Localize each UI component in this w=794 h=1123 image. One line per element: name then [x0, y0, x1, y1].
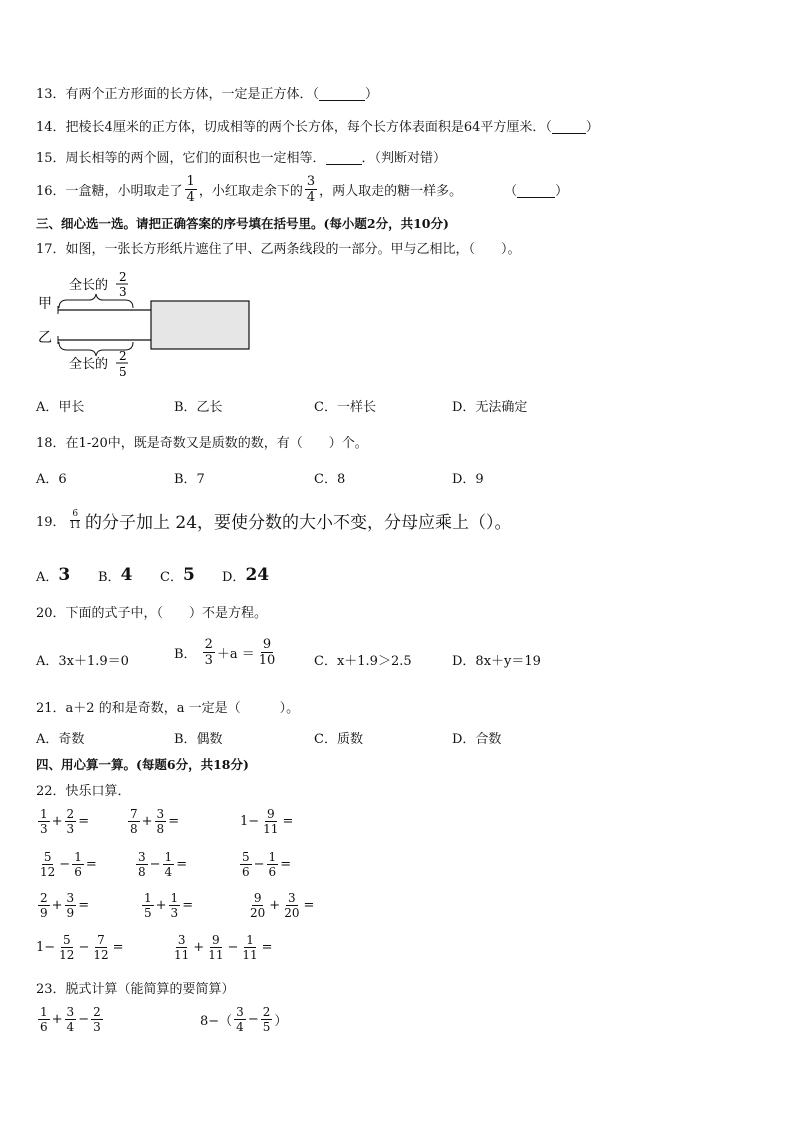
option-a[interactable]: A．6 [36, 472, 67, 487]
question-13-text: 13．有两个正方形面的长方体，一定是正方体．（ [36, 87, 320, 102]
question-13 [36, 83, 378, 102]
option-b[interactable]: B． 4 [98, 565, 133, 585]
option-d[interactable]: D．合数 [452, 732, 502, 747]
top-fraction-den: 3 [119, 285, 127, 299]
calc-item: $\frac{3}{8}$ − $\frac{1}{4}$ = [138, 850, 188, 879]
calc-item: $\frac{5}{6}$ − $\frac{1}{6}$ = [242, 850, 292, 879]
question-19-text: 的分子加上 24，要使分数的大小不变，分母应乘上（）。 [85, 513, 512, 533]
fraction: $\frac{3}{4}$ [306, 174, 316, 205]
option-d[interactable]: D．8x＋y＝19 [452, 654, 541, 669]
fraction: $\frac{6}{11}$ [69, 509, 81, 531]
question-21-text: 21．a＋2 的和是奇数，a 一定是（ ）。 [36, 701, 300, 716]
option-a[interactable]: A．3x＋1.9＝0 [36, 654, 129, 669]
paren-open: （ [504, 184, 518, 199]
question-number: 19． [36, 515, 66, 530]
calc-item: $\frac{2}{9}$ + $\frac{3}{9}$ = [40, 891, 90, 920]
paren-close: ） [585, 120, 599, 135]
question-14 [36, 116, 599, 135]
option-b[interactable]: B． $\frac{2}{3}$ ＋a ＝ $\frac{9}{10}$ [174, 637, 276, 668]
option-d[interactable]: D．9 [452, 472, 484, 487]
paren-close: ） [365, 87, 379, 102]
option-c[interactable]: C．8 [314, 472, 346, 487]
option-d[interactable]: D．无法确定 [452, 400, 528, 415]
question-15 [36, 147, 446, 166]
calc-item: $\frac{3}{11}$ + $\frac{9}{11}$ − $\frac{1}{11}$ = [174, 933, 273, 962]
bottom-fraction-num: 2 [119, 349, 127, 363]
question-19 [36, 508, 512, 533]
calc-item: $\frac{5}{12}$ − $\frac{1}{6}$ = [40, 850, 97, 879]
calc-item: 1− $\frac{5}{12}$ − $\frac{7}{12}$ = [36, 933, 124, 962]
question-15-text: 15．周长相等的两个圆，它们的面积也一定相等． [36, 151, 326, 166]
calc-item: 1− $\frac{9}{11}$ = [240, 807, 294, 836]
question-22-text: 22．快乐口算． [36, 784, 131, 799]
option-b[interactable]: B．偶数 [174, 732, 223, 747]
answer-blank[interactable] [552, 118, 586, 134]
question-16-text: ，两人取走的糖一样多。 [319, 184, 463, 199]
answer-blank[interactable] [326, 149, 362, 165]
answer-blank[interactable] [319, 85, 365, 101]
question-14-text: 14．把棱长4厘米的正方体，切成相等的两个长方体，每个长方体表面积是64平方厘米．（ [36, 120, 552, 135]
calc-item: 8−（ $\frac{3}{4}$ − $\frac{2}{5}$ ） [200, 1005, 288, 1034]
option-c[interactable]: C．x＋1.9＞2.5 [314, 654, 412, 669]
calc-item: $\frac{1}{3}$ + $\frac{2}{3}$ = [40, 807, 90, 836]
question-23-text: 23．脱式计算（能简算的要简算） [36, 982, 235, 997]
option-b[interactable]: B．7 [174, 472, 205, 487]
label-jia: 甲 [38, 296, 52, 312]
question-20-text: 20．下面的式子中，（ ）不是方程。 [36, 606, 268, 621]
bottom-caption: 全长的 [69, 357, 109, 372]
calc-item: $\frac{1}{5}$ + $\frac{1}{3}$ = [144, 891, 194, 920]
question-16-text: 16．一盒糖，小明取走了 [36, 184, 183, 199]
question-17-text: 17．如图，一张长方形纸片遮住了甲、乙两条线段的一部分。甲与乙相比，（ ）。 [36, 242, 521, 257]
section-4-heading: 四、用心算一算。(每题6分，共18分) [36, 757, 249, 772]
top-fraction-num: 2 [119, 270, 127, 284]
paper-rectangle [151, 301, 249, 349]
bottom-fraction-den: 5 [119, 365, 127, 379]
option-a[interactable]: A．甲长 [36, 400, 85, 415]
calc-item: $\frac{9}{20}$ + $\frac{3}{20}$ = [250, 891, 315, 920]
option-b[interactable]: B．乙长 [174, 400, 223, 415]
section-3-heading: 三、细心选一选。请把正确答案的序号填在括号里。(每小题2分，共10分) [36, 216, 449, 231]
option-c[interactable]: C．一样长 [314, 400, 376, 415]
question-18-text: 18．在1-20中，既是奇数又是质数的数，有（ ）个。 [36, 436, 368, 451]
label-yi: 乙 [38, 330, 52, 346]
paren-close: ） [555, 184, 569, 199]
answer-blank[interactable] [517, 182, 555, 198]
fraction: $\frac{1}{4}$ [186, 174, 195, 205]
option-d[interactable]: D． 24 [222, 565, 270, 585]
calc-item: $\frac{7}{8}$ + $\frac{3}{8}$ = [130, 807, 180, 836]
option-a[interactable]: A．奇数 [36, 732, 85, 747]
question-16 [36, 175, 568, 204]
question-16-text: ，小红取走余下的 [198, 184, 303, 199]
top-caption: 全长的 [69, 278, 109, 293]
segments-figure [34, 264, 264, 382]
option-c[interactable]: C． 5 [160, 565, 195, 585]
calc-item: $\frac{1}{6}$ + $\frac{3}{4}$ − $\frac{2}{3}$ [40, 1005, 101, 1034]
option-c[interactable]: C．质数 [314, 732, 363, 747]
question-15-suffix: ．（判断对错） [361, 151, 447, 166]
option-a[interactable]: A． 3 [36, 565, 71, 585]
